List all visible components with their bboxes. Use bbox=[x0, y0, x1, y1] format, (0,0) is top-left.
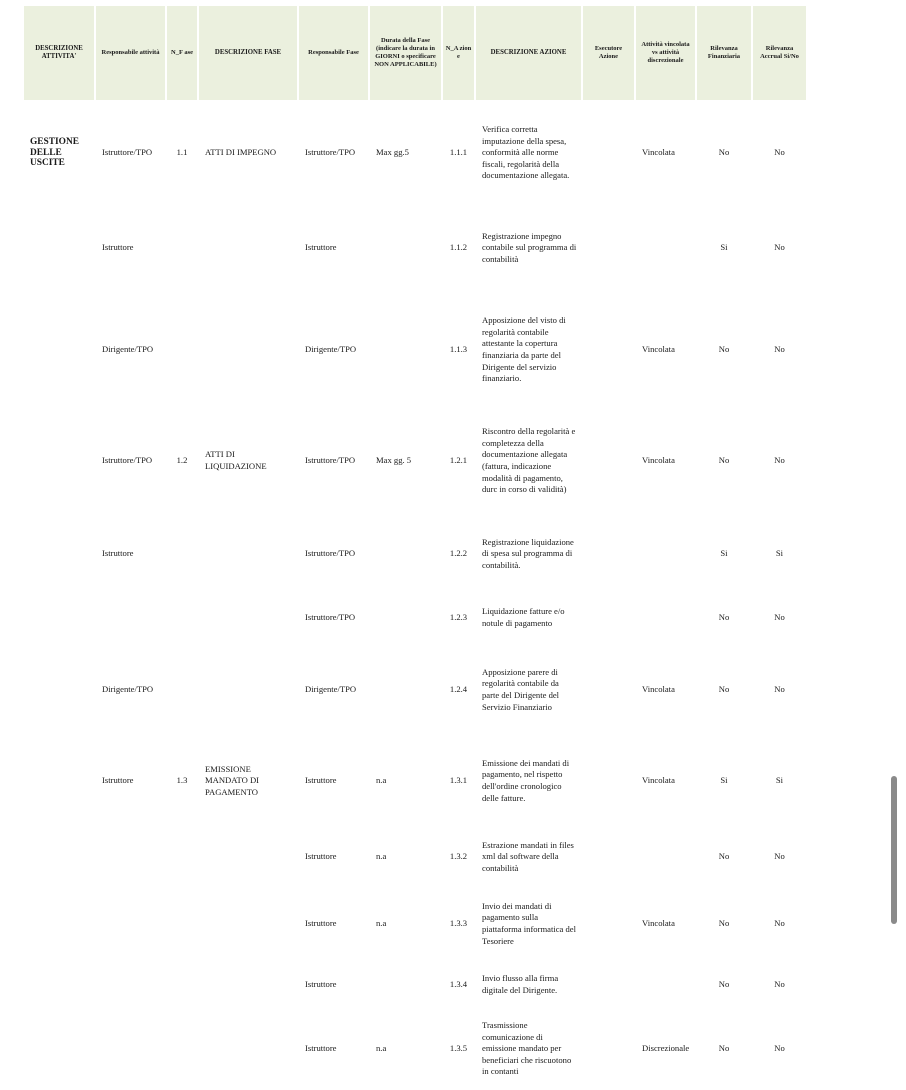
header-cell: Attività vincolata vs attività discrezionale bbox=[636, 6, 695, 100]
action-executor-cell bbox=[583, 106, 634, 200]
action-description-cell: Trasmissione comunicazione di emissione mandato per beneficiari che riscuotono in contanti bbox=[482, 1020, 572, 1077]
activity-cell: GESTIONE DELLE USCITE bbox=[30, 137, 79, 169]
responsible-phase-cell: Istruttore/TPO bbox=[305, 612, 356, 623]
responsible-activity-cell: Istruttore/TPO bbox=[102, 147, 153, 158]
responsible-phase-cell: Dirigente/TPO bbox=[305, 344, 357, 355]
activity-cell bbox=[24, 962, 94, 1008]
action-number-cell: 1.3.1 bbox=[449, 775, 468, 786]
activity-cell bbox=[24, 404, 94, 518]
binding-type-cell bbox=[636, 590, 695, 646]
responsible-activity-cell: Istruttore/TPO bbox=[102, 455, 153, 466]
action-description-cell: Apposizione parere di regolarità contabile da parte del Dirigente del Servizio Finanziario bbox=[482, 666, 560, 712]
financial-relevance-cell: Si bbox=[720, 775, 728, 786]
action-description-cell: Invio dei mandati di pagamento sulla piattaforma informatica del Tesoriere bbox=[482, 900, 577, 946]
duration-cell bbox=[370, 296, 441, 404]
responsible-phase-cell: Istruttore/TPO bbox=[305, 147, 356, 158]
financial-relevance-cell: No bbox=[718, 344, 730, 355]
accrual-relevance-cell: Si bbox=[775, 548, 784, 559]
activity-cell bbox=[24, 590, 94, 646]
header-cell: N_F ase bbox=[167, 6, 197, 100]
phase-description-cell bbox=[199, 518, 297, 590]
table-row bbox=[24, 1008, 806, 1090]
responsible-activity-cell bbox=[96, 590, 165, 646]
phase-description-cell bbox=[199, 200, 297, 296]
phase-description-cell bbox=[199, 828, 297, 886]
action-description-cell: Verifica corretta imputazione della spesa, conformità alle norme fiscali, regolarità della documentazione allegata. bbox=[482, 124, 570, 181]
action-number-cell: 1.2.2 bbox=[449, 548, 468, 559]
phase-description-cell bbox=[199, 962, 297, 1008]
action-number-cell: 1.2.3 bbox=[449, 612, 468, 623]
phase-number-cell bbox=[167, 1008, 197, 1090]
activity-cell bbox=[24, 296, 94, 404]
phase-number-cell bbox=[167, 200, 197, 296]
action-number-cell: 1.2.4 bbox=[449, 684, 468, 695]
financial-relevance-cell: No bbox=[718, 851, 730, 862]
action-description-cell: Riscontro della regolarità e completezza della documentazione allegata (fattura, indicazione modalità di pagamento, durc in corso di validità) bbox=[482, 426, 576, 495]
phase-description-cell bbox=[199, 590, 297, 646]
responsible-phase-cell: Istruttore bbox=[305, 979, 337, 990]
responsible-phase-cell: Istruttore/TPO bbox=[305, 455, 356, 466]
financial-relevance-cell: Si bbox=[720, 548, 728, 559]
action-executor-cell bbox=[583, 296, 634, 404]
duration-cell bbox=[370, 590, 441, 646]
activity-cell bbox=[24, 886, 94, 962]
accrual-relevance-cell: No bbox=[774, 455, 785, 466]
responsible-activity-cell: Dirigente/TPO bbox=[102, 344, 154, 355]
action-executor-cell bbox=[583, 404, 634, 518]
accrual-relevance-cell: No bbox=[774, 242, 785, 253]
duration-cell: n.a bbox=[376, 1043, 387, 1054]
action-executor-cell bbox=[583, 962, 634, 1008]
header-cell: Responsabile Fase bbox=[299, 6, 368, 100]
phase-number-cell bbox=[167, 296, 197, 404]
responsible-activity-cell bbox=[96, 828, 165, 886]
accrual-relevance-cell: No bbox=[774, 344, 785, 355]
header-cell: Rilevanza Accrual Si/No bbox=[753, 6, 806, 100]
header-cell: DESCRIZIONE FASE bbox=[199, 6, 297, 100]
phase-description-cell bbox=[199, 646, 297, 734]
binding-type-cell bbox=[636, 828, 695, 886]
accrual-relevance-cell: Si bbox=[775, 775, 784, 786]
activity-cell bbox=[24, 828, 94, 886]
financial-relevance-cell: No bbox=[718, 1043, 730, 1054]
action-number-cell: 1.1.3 bbox=[449, 344, 468, 355]
activity-cell bbox=[24, 1008, 94, 1090]
action-description-cell: Liquidazione fatture e/o notule di pagamento bbox=[482, 606, 565, 628]
accrual-relevance-cell: No bbox=[774, 147, 785, 158]
accrual-relevance-cell: No bbox=[774, 918, 785, 929]
table-row bbox=[24, 200, 806, 296]
responsible-activity-cell bbox=[96, 886, 165, 962]
table-row bbox=[24, 886, 806, 962]
phase-number-cell bbox=[167, 828, 197, 886]
phase-description-cell bbox=[199, 1008, 297, 1090]
action-description-cell: Apposizione del visto di regolarità contabile attestante la copertura finanziaria da parte del Dirigente del servizio finanziario. bbox=[482, 315, 566, 384]
financial-relevance-cell: Si bbox=[720, 242, 728, 253]
phase-number-cell bbox=[167, 886, 197, 962]
responsible-activity-cell bbox=[96, 1008, 165, 1090]
header-row bbox=[24, 6, 806, 100]
responsible-phase-cell: Istruttore bbox=[305, 918, 337, 929]
phase-number-cell: 1.2 bbox=[176, 455, 188, 466]
financial-relevance-cell: No bbox=[718, 612, 730, 623]
responsible-activity-cell: Dirigente/TPO bbox=[102, 684, 154, 695]
action-executor-cell bbox=[583, 734, 634, 828]
action-executor-cell bbox=[583, 1008, 634, 1090]
duration-cell bbox=[370, 646, 441, 734]
document-page bbox=[24, 6, 808, 1090]
action-executor-cell bbox=[583, 518, 634, 590]
action-executor-cell bbox=[583, 590, 634, 646]
header-cell: Durata della Fase (indicare la durata in GIORNI o specificare NON APPLICABILE) bbox=[370, 6, 441, 100]
action-executor-cell bbox=[583, 200, 634, 296]
activity-cell bbox=[24, 734, 94, 828]
table-row bbox=[24, 590, 806, 646]
table-row bbox=[24, 296, 806, 404]
binding-type-cell: Vincolata bbox=[642, 344, 675, 355]
duration-cell: n.a bbox=[376, 775, 387, 786]
action-executor-cell bbox=[583, 646, 634, 734]
table-row bbox=[24, 518, 806, 590]
action-description-cell: Estrazione mandati in files xml dal software della contabilità bbox=[482, 839, 574, 873]
phase-description-cell bbox=[199, 886, 297, 962]
financial-relevance-cell: No bbox=[718, 455, 730, 466]
header-cell: Responsabile attività bbox=[96, 6, 165, 100]
responsible-activity-cell bbox=[96, 962, 165, 1008]
duration-cell bbox=[370, 518, 441, 590]
phase-number-cell bbox=[167, 962, 197, 1008]
action-executor-cell bbox=[583, 886, 634, 962]
header-cell: DESCRIZIONE ATTIVITA' bbox=[24, 6, 94, 100]
binding-type-cell: Vincolata bbox=[642, 455, 675, 466]
phase-description-cell: ATTI DI IMPEGNO bbox=[205, 147, 277, 158]
action-number-cell: 1.3.5 bbox=[449, 1043, 468, 1054]
action-number-cell: 1.3.3 bbox=[449, 918, 468, 929]
duration-cell: n.a bbox=[376, 851, 387, 862]
action-description-cell: Registrazione liquidazione di spesa sul programma di contabilità. bbox=[482, 536, 574, 570]
financial-relevance-cell: No bbox=[718, 684, 730, 695]
phase-description-cell: EMISSIONE MANDATO DI PAGAMENTO bbox=[205, 763, 260, 797]
phase-description-cell bbox=[199, 296, 297, 404]
action-description-cell: Invio flusso alla firma digitale del Dirigente. bbox=[482, 973, 559, 995]
vertical-scrollbar[interactable] bbox=[891, 776, 897, 924]
responsible-activity-cell: Istruttore bbox=[102, 242, 134, 253]
header-cell: DESCRIZIONE AZIONE bbox=[476, 6, 581, 100]
responsible-phase-cell: Istruttore bbox=[305, 242, 337, 253]
binding-type-cell: Vincolata bbox=[642, 147, 675, 158]
duration-cell: n.a bbox=[376, 918, 387, 929]
table-body bbox=[24, 100, 806, 1090]
accrual-relevance-cell: No bbox=[774, 684, 785, 695]
binding-type-cell: Vincolata bbox=[642, 918, 675, 929]
responsible-phase-cell: Istruttore/TPO bbox=[305, 548, 356, 559]
action-description-cell: Registrazione impegno contabile sul programma di contabilità bbox=[482, 230, 577, 264]
accrual-relevance-cell: No bbox=[774, 1043, 785, 1054]
responsible-phase-cell: Istruttore bbox=[305, 775, 337, 786]
binding-type-cell: Vincolata bbox=[642, 684, 675, 695]
action-number-cell: 1.3.2 bbox=[449, 851, 468, 862]
binding-type-cell: Discrezionale bbox=[642, 1043, 690, 1054]
table-row bbox=[24, 106, 806, 200]
phase-number-cell bbox=[167, 518, 197, 590]
header-cell: N_A zion e bbox=[443, 6, 474, 100]
financial-relevance-cell: No bbox=[718, 979, 730, 990]
header-cell: Esecutore Azione bbox=[583, 6, 634, 100]
activity-cell bbox=[24, 200, 94, 296]
header-cell: Rilevanza Finanziaria bbox=[697, 6, 751, 100]
responsible-phase-cell: Dirigente/TPO bbox=[305, 684, 357, 695]
action-number-cell: 1.1.1 bbox=[449, 147, 468, 158]
process-table bbox=[22, 6, 808, 1090]
responsible-activity-cell: Istruttore bbox=[102, 548, 134, 559]
phase-number-cell bbox=[167, 646, 197, 734]
duration-cell bbox=[370, 200, 441, 296]
phase-number-cell: 1.3 bbox=[176, 775, 188, 786]
duration-cell bbox=[370, 962, 441, 1008]
duration-cell: Max gg. 5 bbox=[376, 455, 412, 466]
financial-relevance-cell: No bbox=[718, 147, 730, 158]
binding-type-cell bbox=[636, 200, 695, 296]
financial-relevance-cell: No bbox=[718, 918, 730, 929]
accrual-relevance-cell: No bbox=[774, 851, 785, 862]
table-row bbox=[24, 828, 806, 886]
accrual-relevance-cell: No bbox=[774, 979, 785, 990]
responsible-activity-cell: Istruttore bbox=[102, 775, 134, 786]
accrual-relevance-cell: No bbox=[774, 612, 785, 623]
binding-type-cell: Vincolata bbox=[642, 775, 675, 786]
table-row bbox=[24, 962, 806, 1008]
phase-number-cell: 1.1 bbox=[176, 147, 188, 158]
action-executor-cell bbox=[583, 828, 634, 886]
responsible-phase-cell: Istruttore bbox=[305, 1043, 337, 1054]
binding-type-cell bbox=[636, 518, 695, 590]
action-description-cell: Emissione dei mandati di pagamento, nel rispetto dell'ordine cronologico delle fatture. bbox=[482, 757, 570, 803]
binding-type-cell bbox=[636, 962, 695, 1008]
action-number-cell: 1.2.1 bbox=[449, 455, 468, 466]
responsible-phase-cell: Istruttore bbox=[305, 851, 337, 862]
table-row bbox=[24, 646, 806, 734]
action-number-cell: 1.1.2 bbox=[449, 242, 468, 253]
activity-cell bbox=[24, 518, 94, 590]
table-row bbox=[24, 404, 806, 518]
phase-description-cell: ATTI DI LIQUIDAZIONE bbox=[205, 449, 267, 471]
activity-cell bbox=[24, 646, 94, 734]
action-number-cell: 1.3.4 bbox=[449, 979, 468, 990]
table-row bbox=[24, 734, 806, 828]
phase-number-cell bbox=[167, 590, 197, 646]
duration-cell: Max gg.5 bbox=[376, 147, 409, 158]
